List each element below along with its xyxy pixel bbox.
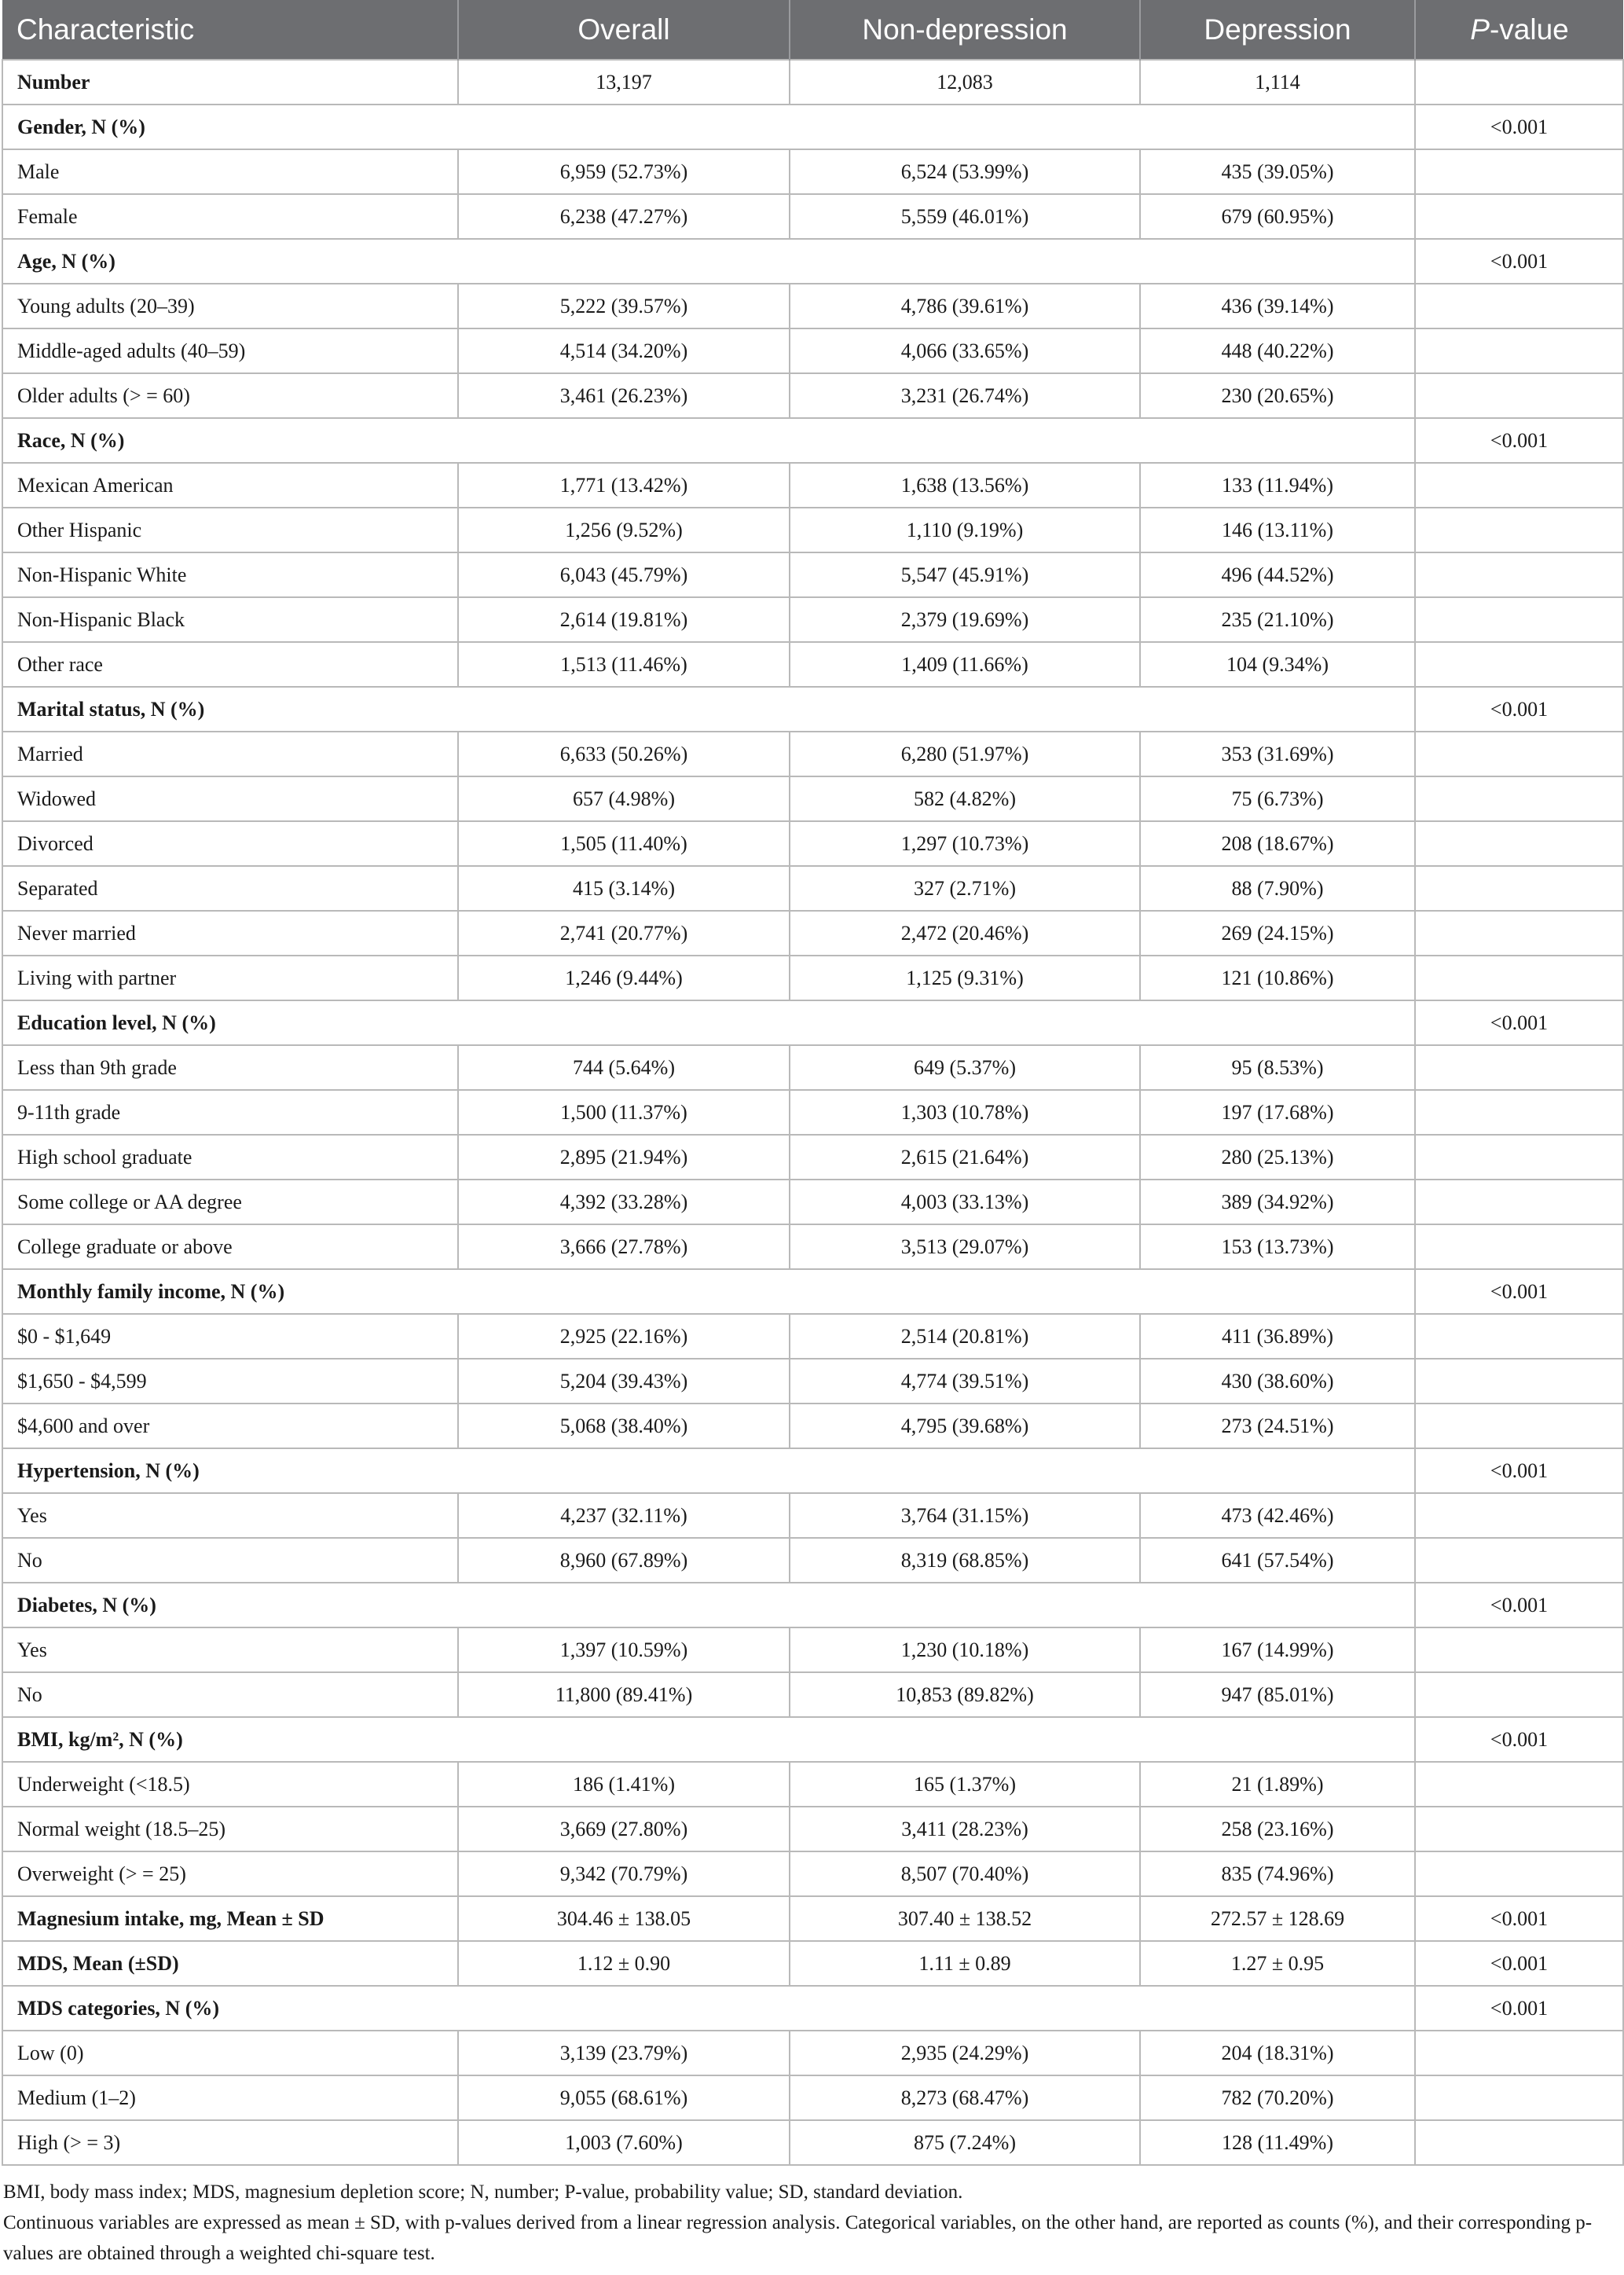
table-footnote [3, 2177, 1618, 2269]
p-value-cell [1415, 642, 1623, 687]
table-row [2, 149, 1623, 194]
row-label: $4,600 and over [2, 1404, 458, 1448]
group-label: Monthly family income, N (%) [2, 1269, 1415, 1314]
table-row [2, 1538, 1623, 1583]
overall-cell: 1,256 (9.52%) [458, 508, 790, 552]
table-row [2, 2031, 1623, 2075]
row-label: Medium (1–2) [2, 2075, 458, 2120]
table-body [2, 60, 1623, 2165]
depression-cell: 473 (42.46%) [1140, 1493, 1415, 1538]
overall-cell: 1.12 ± 0.90 [458, 1941, 790, 1986]
table-group-row [2, 418, 1623, 463]
row-label: No [2, 1672, 458, 1717]
overall-cell: 3,666 (27.78%) [458, 1224, 790, 1269]
overall-cell: 5,204 (39.43%) [458, 1359, 790, 1404]
depression-cell: 21 (1.89%) [1140, 1762, 1415, 1807]
depression-cell: 436 (39.14%) [1140, 284, 1415, 328]
p-value-cell [1415, 1180, 1623, 1224]
row-label: Young adults (20–39) [2, 284, 458, 328]
group-label: Race, N (%) [2, 418, 1415, 463]
overall-cell: 186 (1.41%) [458, 1762, 790, 1807]
table-row [2, 1224, 1623, 1269]
table-row [2, 1762, 1623, 1807]
table-row [2, 284, 1623, 328]
p-value-cell: <0.001 [1415, 1583, 1623, 1627]
non-depression-cell: 1,297 (10.73%) [790, 821, 1140, 866]
overall-cell: 3,461 (26.23%) [458, 373, 790, 418]
p-value-cell: <0.001 [1415, 1448, 1623, 1493]
non-depression-cell: 5,559 (46.01%) [790, 194, 1140, 239]
row-label: $1,650 - $4,599 [2, 1359, 458, 1404]
depression-cell: 208 (18.67%) [1140, 821, 1415, 866]
overall-cell: 6,633 (50.26%) [458, 732, 790, 776]
depression-cell: 280 (25.13%) [1140, 1135, 1415, 1180]
overall-cell: 6,238 (47.27%) [458, 194, 790, 239]
table-group-row [2, 1000, 1623, 1045]
depression-cell: 121 (10.86%) [1140, 956, 1415, 1000]
non-depression-cell: 1.11 ± 0.89 [790, 1941, 1140, 1986]
overall-cell: 6,959 (52.73%) [458, 149, 790, 194]
group-label: Age, N (%) [2, 239, 1415, 284]
overall-cell: 5,068 (38.40%) [458, 1404, 790, 1448]
depression-cell: 430 (38.60%) [1140, 1359, 1415, 1404]
non-depression-cell: 8,273 (68.47%) [790, 2075, 1140, 2120]
p-value-cell [1415, 2031, 1623, 2075]
overall-cell: 1,505 (11.40%) [458, 821, 790, 866]
non-depression-cell: 307.40 ± 138.52 [790, 1896, 1140, 1941]
characteristics-table [2, 0, 1624, 2166]
p-value-cell [1415, 911, 1623, 956]
row-label: High school graduate [2, 1135, 458, 1180]
group-label: Diabetes, N (%) [2, 1583, 1415, 1627]
depression-cell: 782 (70.20%) [1140, 2075, 1415, 2120]
non-depression-cell: 4,003 (33.13%) [790, 1180, 1140, 1224]
row-label: Middle-aged adults (40–59) [2, 328, 458, 373]
p-value-cell: <0.001 [1415, 1986, 1623, 2031]
p-value-cell: <0.001 [1415, 687, 1623, 732]
overall-cell: 657 (4.98%) [458, 776, 790, 821]
non-depression-cell: 4,786 (39.61%) [790, 284, 1140, 328]
row-label: Mexican American [2, 463, 458, 508]
p-value-cell [1415, 1851, 1623, 1896]
p-value-cell [1415, 821, 1623, 866]
p-value-cell: <0.001 [1415, 1269, 1623, 1314]
non-depression-cell: 5,547 (45.91%) [790, 552, 1140, 597]
non-depression-cell: 1,638 (13.56%) [790, 463, 1140, 508]
p-value-cell [1415, 508, 1623, 552]
table-row [2, 1090, 1623, 1135]
table-row [2, 732, 1623, 776]
depression-cell: 1,114 [1140, 60, 1415, 105]
p-value-cell [1415, 956, 1623, 1000]
non-depression-cell: 8,507 (70.40%) [790, 1851, 1140, 1896]
p-value-cell [1415, 328, 1623, 373]
row-label: Normal weight (18.5–25) [2, 1807, 458, 1851]
p-value-cell [1415, 194, 1623, 239]
table-group-row [2, 687, 1623, 732]
group-label: Gender, N (%) [2, 105, 1415, 149]
table-row [2, 463, 1623, 508]
depression-cell: 389 (34.92%) [1140, 1180, 1415, 1224]
p-value-cell [1415, 1135, 1623, 1180]
depression-cell: 435 (39.05%) [1140, 149, 1415, 194]
non-depression-cell: 875 (7.24%) [790, 2120, 1140, 2165]
overall-cell: 3,139 (23.79%) [458, 2031, 790, 2075]
row-label: Number [2, 60, 458, 105]
header-depression: Depression [1140, 0, 1415, 60]
p-value-cell [1415, 60, 1623, 105]
table-row [2, 373, 1623, 418]
non-depression-cell: 582 (4.82%) [790, 776, 1140, 821]
overall-cell: 8,960 (67.89%) [458, 1538, 790, 1583]
header-non-depression: Non-depression [790, 0, 1140, 60]
row-label: Other Hispanic [2, 508, 458, 552]
table-row [2, 776, 1623, 821]
row-label: Underweight (<18.5) [2, 1762, 458, 1807]
row-label: Female [2, 194, 458, 239]
row-label: Non-Hispanic White [2, 552, 458, 597]
overall-cell: 2,895 (21.94%) [458, 1135, 790, 1180]
p-value-cell [1415, 463, 1623, 508]
table-group-row [2, 105, 1623, 149]
row-label: Non-Hispanic Black [2, 597, 458, 642]
p-value-cell [1415, 866, 1623, 911]
table-row [2, 1807, 1623, 1851]
non-depression-cell: 1,110 (9.19%) [790, 508, 1140, 552]
depression-cell: 235 (21.10%) [1140, 597, 1415, 642]
depression-cell: 273 (24.51%) [1140, 1404, 1415, 1448]
overall-cell: 415 (3.14%) [458, 866, 790, 911]
non-depression-cell: 2,615 (21.64%) [790, 1135, 1140, 1180]
p-value-cell [1415, 1762, 1623, 1807]
non-depression-cell: 2,472 (20.46%) [790, 911, 1140, 956]
depression-cell: 269 (24.15%) [1140, 911, 1415, 956]
p-value-cell [1415, 149, 1623, 194]
depression-cell: 88 (7.90%) [1140, 866, 1415, 911]
p-value-cell: <0.001 [1415, 1717, 1623, 1762]
depression-cell: 641 (57.54%) [1140, 1538, 1415, 1583]
overall-cell: 4,514 (34.20%) [458, 328, 790, 373]
table-row [2, 1672, 1623, 1717]
table-group-row [2, 1717, 1623, 1762]
overall-cell: 9,055 (68.61%) [458, 2075, 790, 2120]
table-row [2, 1896, 1623, 1941]
p-value-cell [1415, 1045, 1623, 1090]
group-label: Marital status, N (%) [2, 687, 1415, 732]
table-row [2, 911, 1623, 956]
row-label: Married [2, 732, 458, 776]
overall-cell: 1,500 (11.37%) [458, 1090, 790, 1135]
row-label: MDS, Mean (±SD) [2, 1941, 458, 1986]
depression-cell: 496 (44.52%) [1140, 552, 1415, 597]
table-row [2, 1180, 1623, 1224]
depression-cell: 411 (36.89%) [1140, 1314, 1415, 1359]
group-label: MDS categories, N (%) [2, 1986, 1415, 2031]
table-header-row [2, 0, 1623, 60]
table-row [2, 1493, 1623, 1538]
p-value-cell: <0.001 [1415, 105, 1623, 149]
overall-cell: 4,392 (33.28%) [458, 1180, 790, 1224]
table-group-row [2, 1986, 1623, 2031]
p-value-cell [1415, 284, 1623, 328]
overall-cell: 1,513 (11.46%) [458, 642, 790, 687]
depression-cell: 272.57 ± 128.69 [1140, 1896, 1415, 1941]
non-depression-cell: 6,524 (53.99%) [790, 149, 1140, 194]
overall-cell: 3,669 (27.80%) [458, 1807, 790, 1851]
non-depression-cell: 2,514 (20.81%) [790, 1314, 1140, 1359]
table-row [2, 1045, 1623, 1090]
header-p-value-italic: P [1470, 13, 1490, 46]
row-label: High (> = 3) [2, 2120, 458, 2165]
table-group-row [2, 1583, 1623, 1627]
depression-cell: 679 (60.95%) [1140, 194, 1415, 239]
non-depression-cell: 2,935 (24.29%) [790, 2031, 1140, 2075]
overall-cell: 5,222 (39.57%) [458, 284, 790, 328]
overall-cell: 11,800 (89.41%) [458, 1672, 790, 1717]
p-value-cell [1415, 1672, 1623, 1717]
non-depression-cell: 2,379 (19.69%) [790, 597, 1140, 642]
depression-cell: 1.27 ± 0.95 [1140, 1941, 1415, 1986]
depression-cell: 835 (74.96%) [1140, 1851, 1415, 1896]
footnote-methods: Continuous variables are expressed as mean ± SD, with p-values derived from a linear regression analysis. Categorical variables, on the other hand, are reported as counts (%), and their corresponding p-values are obtained through a weighted chi-square test. [3, 2212, 1593, 2264]
depression-cell: 448 (40.22%) [1140, 328, 1415, 373]
overall-cell: 9,342 (70.79%) [458, 1851, 790, 1896]
overall-cell: 13,197 [458, 60, 790, 105]
p-value-cell [1415, 2075, 1623, 2120]
depression-cell: 167 (14.99%) [1140, 1627, 1415, 1672]
non-depression-cell: 4,795 (39.68%) [790, 1404, 1140, 1448]
p-value-cell [1415, 1090, 1623, 1135]
non-depression-cell: 8,319 (68.85%) [790, 1538, 1140, 1583]
row-label: Separated [2, 866, 458, 911]
group-label: Education level, N (%) [2, 1000, 1415, 1045]
header-overall: Overall [458, 0, 790, 60]
p-value-cell: <0.001 [1415, 239, 1623, 284]
row-label: Divorced [2, 821, 458, 866]
p-value-cell: <0.001 [1415, 1896, 1623, 1941]
table-row [2, 508, 1623, 552]
p-value-cell [1415, 732, 1623, 776]
non-depression-cell: 6,280 (51.97%) [790, 732, 1140, 776]
non-depression-cell: 10,853 (89.82%) [790, 1672, 1140, 1717]
depression-cell: 258 (23.16%) [1140, 1807, 1415, 1851]
p-value-cell [1415, 1359, 1623, 1404]
non-depression-cell: 3,764 (31.15%) [790, 1493, 1140, 1538]
row-label: Yes [2, 1627, 458, 1672]
row-label: No [2, 1538, 458, 1583]
overall-cell: 4,237 (32.11%) [458, 1493, 790, 1538]
table-row [2, 194, 1623, 239]
depression-cell: 197 (17.68%) [1140, 1090, 1415, 1135]
row-label: Widowed [2, 776, 458, 821]
table-group-row [2, 1448, 1623, 1493]
non-depression-cell: 12,083 [790, 60, 1140, 105]
table-row [2, 60, 1623, 105]
non-depression-cell: 649 (5.37%) [790, 1045, 1140, 1090]
table-row [2, 1404, 1623, 1448]
group-label: Hypertension, N (%) [2, 1448, 1415, 1493]
non-depression-cell: 1,409 (11.66%) [790, 642, 1140, 687]
table-row [2, 1314, 1623, 1359]
table-row [2, 1851, 1623, 1896]
overall-cell: 2,925 (22.16%) [458, 1314, 790, 1359]
footnote-abbreviations: BMI, body mass index; MDS, magnesium depletion score; N, number; P-value, probability value; SD, standard deviation. [3, 2181, 963, 2203]
non-depression-cell: 327 (2.71%) [790, 866, 1140, 911]
depression-cell: 104 (9.34%) [1140, 642, 1415, 687]
depression-cell: 353 (31.69%) [1140, 732, 1415, 776]
table-row [2, 2120, 1623, 2165]
overall-cell: 2,741 (20.77%) [458, 911, 790, 956]
depression-cell: 95 (8.53%) [1140, 1045, 1415, 1090]
table-row [2, 821, 1623, 866]
depression-cell: 146 (13.11%) [1140, 508, 1415, 552]
header-p-value [1415, 0, 1623, 60]
row-label: Older adults (> = 60) [2, 373, 458, 418]
non-depression-cell: 4,774 (39.51%) [790, 1359, 1140, 1404]
p-value-cell: <0.001 [1415, 418, 1623, 463]
p-value-cell [1415, 373, 1623, 418]
p-value-cell [1415, 1538, 1623, 1583]
table-row [2, 1941, 1623, 1986]
p-value-cell [1415, 776, 1623, 821]
table-row [2, 597, 1623, 642]
non-depression-cell: 1,303 (10.78%) [790, 1090, 1140, 1135]
table-row [2, 2075, 1623, 2120]
row-label: Less than 9th grade [2, 1045, 458, 1090]
p-value-cell: <0.001 [1415, 1941, 1623, 1986]
non-depression-cell: 1,125 (9.31%) [790, 956, 1140, 1000]
p-value-cell: <0.001 [1415, 1000, 1623, 1045]
row-label: Low (0) [2, 2031, 458, 2075]
depression-cell: 204 (18.31%) [1140, 2031, 1415, 2075]
row-label: $0 - $1,649 [2, 1314, 458, 1359]
table-row [2, 642, 1623, 687]
table-row [2, 552, 1623, 597]
header-characteristic: Characteristic [2, 0, 458, 60]
p-value-cell [1415, 1404, 1623, 1448]
p-value-cell [1415, 1807, 1623, 1851]
p-value-cell [1415, 2120, 1623, 2165]
overall-cell: 2,614 (19.81%) [458, 597, 790, 642]
depression-cell: 947 (85.01%) [1140, 1672, 1415, 1717]
table-row [2, 1627, 1623, 1672]
non-depression-cell: 4,066 (33.65%) [790, 328, 1140, 373]
depression-cell: 230 (20.65%) [1140, 373, 1415, 418]
overall-cell: 1,397 (10.59%) [458, 1627, 790, 1672]
non-depression-cell: 3,411 (28.23%) [790, 1807, 1140, 1851]
depression-cell: 133 (11.94%) [1140, 463, 1415, 508]
p-value-cell [1415, 1314, 1623, 1359]
row-label: Male [2, 149, 458, 194]
depression-cell: 153 (13.73%) [1140, 1224, 1415, 1269]
table-group-row [2, 239, 1623, 284]
table-row [2, 866, 1623, 911]
non-depression-cell: 1,230 (10.18%) [790, 1627, 1140, 1672]
row-label: 9-11th grade [2, 1090, 458, 1135]
overall-cell: 1,771 (13.42%) [458, 463, 790, 508]
row-label: Never married [2, 911, 458, 956]
overall-cell: 1,246 (9.44%) [458, 956, 790, 1000]
p-value-cell [1415, 552, 1623, 597]
depression-cell: 128 (11.49%) [1140, 2120, 1415, 2165]
row-label: Other race [2, 642, 458, 687]
table-group-row [2, 1269, 1623, 1314]
non-depression-cell: 165 (1.37%) [790, 1762, 1140, 1807]
row-label: College graduate or above [2, 1224, 458, 1269]
table-row [2, 328, 1623, 373]
row-label: Overweight (> = 25) [2, 1851, 458, 1896]
row-label: Some college or AA degree [2, 1180, 458, 1224]
overall-cell: 6,043 (45.79%) [458, 552, 790, 597]
group-label: BMI, kg/m², N (%) [2, 1717, 1415, 1762]
row-label: Yes [2, 1493, 458, 1538]
p-value-cell [1415, 597, 1623, 642]
non-depression-cell: 3,513 (29.07%) [790, 1224, 1140, 1269]
overall-cell: 744 (5.64%) [458, 1045, 790, 1090]
p-value-cell [1415, 1493, 1623, 1538]
p-value-cell [1415, 1224, 1623, 1269]
p-value-cell [1415, 1627, 1623, 1672]
table-row [2, 1359, 1623, 1404]
depression-cell: 75 (6.73%) [1140, 776, 1415, 821]
header-p-value-rest: -value [1489, 13, 1569, 46]
row-label: Living with partner [2, 956, 458, 1000]
overall-cell: 304.46 ± 138.05 [458, 1896, 790, 1941]
row-label: Magnesium intake, mg, Mean ± SD [2, 1896, 458, 1941]
non-depression-cell: 3,231 (26.74%) [790, 373, 1140, 418]
table-row [2, 1135, 1623, 1180]
overall-cell: 1,003 (7.60%) [458, 2120, 790, 2165]
table-row [2, 956, 1623, 1000]
